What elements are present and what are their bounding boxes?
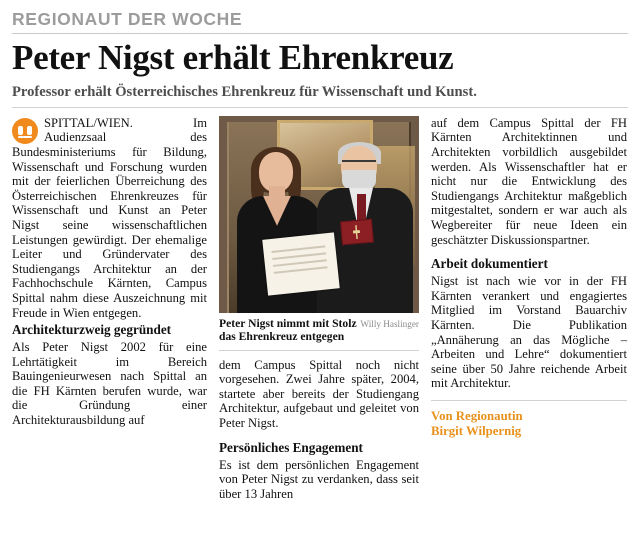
section-2-paragraph: Es ist dem persönlichen Engagement von Peter Nigst zu verdanken, dass seit über 13 Jahren xyxy=(219,457,419,501)
article-photo-block xyxy=(219,116,419,351)
cross-icon xyxy=(352,225,360,240)
byline-role: Von Regionautin xyxy=(431,408,523,423)
section-heading-1: Architekturzweig gegründet xyxy=(12,322,172,338)
column-right xyxy=(431,116,627,439)
divider-subhead xyxy=(12,107,628,108)
photo-certificate xyxy=(262,232,339,295)
column-middle xyxy=(219,116,419,502)
dateline: SPITTAL/WIEN. xyxy=(44,115,133,130)
regionaut-logo-icon xyxy=(12,118,38,144)
article-photo xyxy=(219,116,419,313)
byline-name: Birgit Wilpernig xyxy=(431,423,522,438)
photo-caption-text: Peter Nigst nimmt mit Stolz das Ehrenkreuz entgegen xyxy=(219,316,357,344)
lead-text: Im Audienzsaal des Bundesministeriums für Bildung, Wissenschaft und Forschung wurden mit der feierlichen Überreichung des Österreichischen Ehrenkreuzes für Wissenschaft und Kunst an Peter Nigst seine wissenschaftlichen Leistungen gewürdigt. Der ehemalige Leiter und Gründervater des Studiengangs Architektur an der Fachhochschule Kärnten, Campus Spittal nahm diese Auszeichnung mit Freude in Wien entgegen. xyxy=(12,115,207,320)
page-title: Peter Nigst erhält Ehrenkreuz xyxy=(12,38,454,78)
divider-byline xyxy=(431,400,627,401)
kicker-label: REGIONAUT DER WOCHE xyxy=(12,9,243,29)
photo-medal-case xyxy=(340,218,374,245)
section-heading-2: Persönliches Engagement xyxy=(219,439,363,455)
lead-paragraph xyxy=(12,116,207,320)
section-heading-3: Arbeit dokumentiert xyxy=(431,256,548,272)
article-columns xyxy=(12,116,628,502)
section-1-continuation: dem Campus Spittal noch nicht vorgesehen. Zwei Jahre später, 2004, startete aber bereits der Studiengang Architektur, aufgebaut und geleitet von Peter Nigst. xyxy=(219,357,419,430)
column-left xyxy=(12,116,207,428)
photo-caption xyxy=(219,317,419,344)
section-3-paragraph: Nigst ist nach wie vor in der FH Kärnten verankert und engagiertes Mitglied im Vorstand Bauarchiv Kärnten. Die Publikation „Annäherung an das Mögliche – Arbeiten und Lehre“ dokumentiert seine über 50 Jahre reichende Arbeit mit Architektur. xyxy=(431,274,627,391)
divider-caption xyxy=(219,350,419,351)
subheadline: Professor erhält Österreichisches Ehrenkreuz für Wissenschaft und Kunst. xyxy=(12,84,477,100)
section-1-paragraph: Als Peter Nigst 2002 für eine Lehrtätigkeit im Bereich Bauingenieurwesen nach Spittal an die FH Kärnten berufen wurde, war die Gründung einer Architekturausbildung auf xyxy=(12,340,207,428)
photo-credit: Willy Haslinger xyxy=(360,318,419,329)
divider-top xyxy=(12,33,628,34)
section-2-continuation: auf dem Campus Spittal der FH Kärnten Architektinnen und Architekten vorbildlich ausgebildet werden. Als Wissenschaftler hat er nicht nur die Entwicklung des Studiengangs Architektur maßgeblich mitgestaltet, sondern er war auch als Wegbereiter für neue Ideen ein geschätzter Diskussionspartner. xyxy=(431,115,627,247)
byline xyxy=(431,409,627,439)
lead-paragraph-block xyxy=(12,116,207,320)
